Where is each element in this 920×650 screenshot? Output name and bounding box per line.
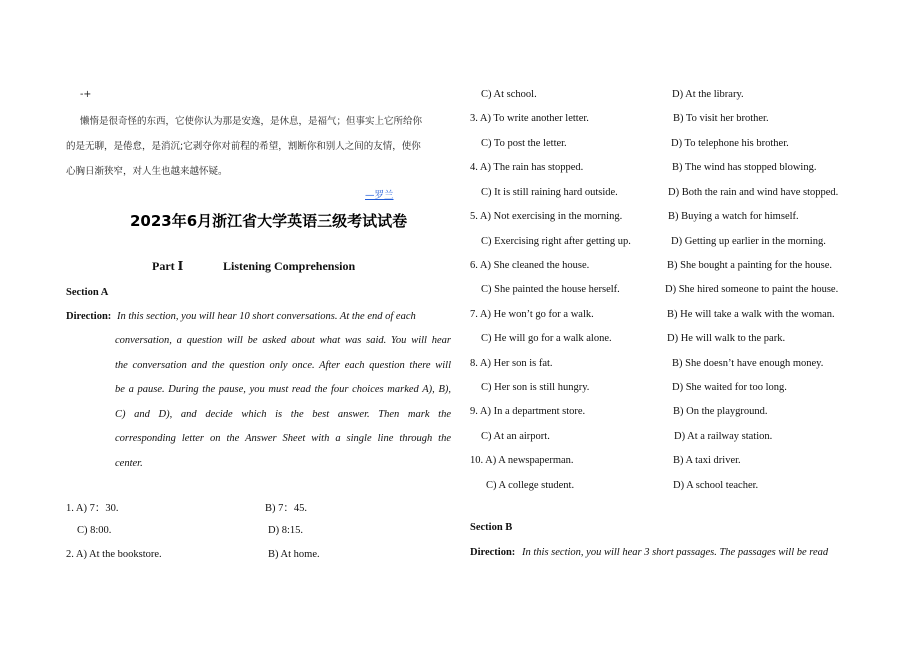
direction-body [115, 329, 451, 476]
quote-attribution [365, 187, 394, 201]
q9-option-d: D) At a railway station. [674, 431, 773, 442]
q4-option-b: B) The wind has stopped blowing. [672, 162, 817, 173]
section-b-direction-label: Direction: [470, 547, 516, 558]
direction-line-3: the conversation and the question only once. After each question there will [115, 359, 451, 371]
q8-option-b: B) She doesn’t have enough money. [672, 358, 824, 369]
q8-option-c: C) Her son is still hungry. [481, 382, 590, 393]
q2-option-d: D) At the library. [672, 89, 744, 100]
direction-line-5: C) and D), and decide which is the best answer. Then mark the [115, 408, 451, 420]
q10-option-d: D) A school teacher. [673, 480, 759, 491]
q1-option-b: B) 7：45. [265, 503, 307, 514]
q7-option-a: 7. A) He won’t go for a walk. [470, 309, 594, 320]
q7-option-c: C) He will go for a walk alone. [481, 333, 612, 344]
direction-line-2: conversation, a question will be asked about what was said. You will hear [115, 335, 451, 346]
q3-option-c: C) To post the letter. [481, 138, 567, 149]
q7-option-d: D) He will walk to the park. [667, 333, 786, 344]
q5-option-a: 5. A) Not exercising in the morning. [470, 211, 623, 222]
q4-option-c: C) It is still raining hard outside. [481, 187, 618, 198]
part-label: Part Ⅰ [152, 259, 184, 273]
section-b-heading: Section B [470, 522, 513, 533]
q8-option-d: D) She waited for too long. [672, 382, 787, 393]
q5-option-b: B) Buying a watch for himself. [668, 211, 799, 222]
page-title: 2023年6月浙江省大学英语三级考试试卷 [130, 212, 408, 230]
quote-line-1: 懒惰是很奇怪的东西，它使你认为那是安逸，是休息，是福气；但事实上它所给你 [80, 116, 423, 127]
direction-line-7: center. [115, 457, 143, 469]
q4-option-d: D) Both the rain and wind have stopped. [668, 187, 839, 198]
q9-option-b: B) On the playground. [673, 406, 768, 417]
direction-line-4: be a pause. During the pause, you must read the four choices marked A), B), [115, 384, 451, 395]
q9-option-a: 9. A) In a department store. [470, 406, 586, 417]
q10-option-b: B) A taxi driver. [673, 455, 741, 466]
section-b-direction-text: In this section, you will hear 3 short passages. The passages will be read [522, 547, 829, 558]
quote-dash: — [365, 190, 375, 201]
part-name: Listening Comprehension [223, 259, 356, 273]
page-marker: -+ [80, 89, 92, 100]
quote-line-2: 的是无聊，是倦怠，是消沉;它剥夺你对前程的希望，割断你和别人之间的友情，使你 [66, 141, 421, 152]
q2-option-a: 2. A) At the bookstore. [66, 549, 162, 560]
section-a-heading: Section A [66, 287, 109, 298]
q3-option-b: B) To visit her brother. [673, 113, 769, 124]
q3-option-a: 3. A) To write another letter. [470, 113, 589, 124]
q1-option-a: 1. A) 7：30. [66, 503, 119, 514]
q8-option-a: 8. A) Her son is fat. [470, 358, 553, 369]
q5-option-d: D) Getting up earlier in the morning. [671, 236, 826, 247]
direction-label: Direction: [66, 311, 112, 322]
quote-line-3: 心胸日渐狭窄，对人生也越来越怀疑。 [66, 166, 228, 177]
direction-line-1: In this section, you will hear 10 short conversations. At the end of each [117, 311, 416, 322]
q3-option-d: D) To telephone his brother. [671, 138, 789, 149]
direction-line-6: corresponding letter on the Answer Sheet with a single line through the [115, 433, 451, 444]
quote-author-link[interactable]: 罗兰 [374, 190, 394, 201]
q2-option-c: C) At school. [481, 89, 537, 100]
q1-option-d: D) 8:15. [268, 525, 303, 536]
q6-option-c: C) She painted the house herself. [481, 284, 620, 295]
q10-option-c: C) A college student. [486, 480, 575, 491]
q6-option-b: B) She bought a painting for the house. [667, 260, 833, 271]
q5-option-c: C) Exercising right after getting up. [481, 236, 631, 247]
q7-option-b: B) He will take a walk with the woman. [667, 309, 835, 320]
q2-option-b: B) At home. [268, 549, 320, 560]
q10-option-a: 10. A) A newspaperman. [470, 455, 574, 466]
q1-option-c: C) 8:00. [77, 525, 112, 536]
q9-option-c: C) At an airport. [481, 431, 550, 442]
q4-option-a: 4. A) The rain has stopped. [470, 162, 584, 173]
q6-option-d: D) She hired someone to paint the house. [665, 284, 839, 295]
q6-option-a: 6. A) She cleaned the house. [470, 260, 590, 271]
